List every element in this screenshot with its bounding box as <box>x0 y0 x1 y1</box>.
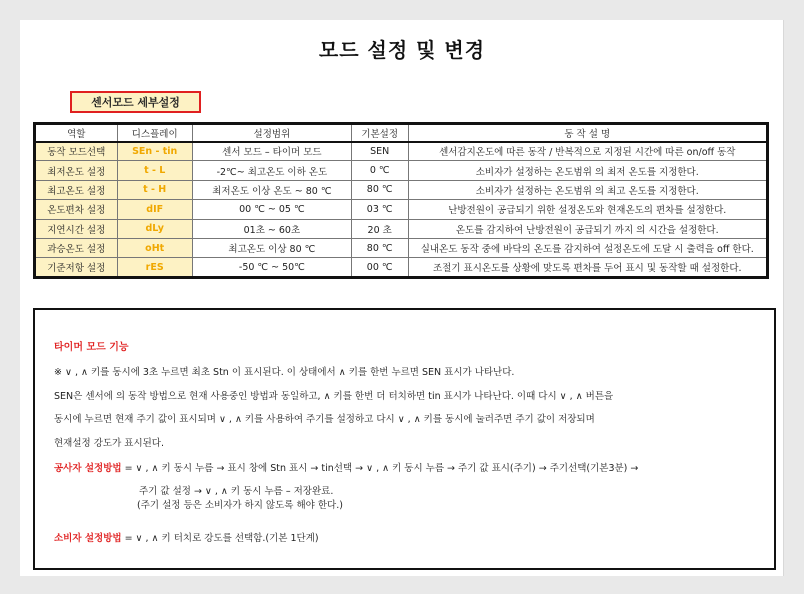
installer-method-continuation: 주기 값 설정 → ∨ , ∧ 키 동시 누름 – 저장완료. <box>139 486 334 497</box>
consumer-method-line <box>54 530 319 544</box>
timer-paragraph-3: 동시에 누르면 현재 주기 값이 표시되며 ∨ , ∧ 키를 사용하여 주기를 설정하고 다시 ∨ , ∧ 키를 동시에 눌러주면 주기 값이 저장되며 <box>54 414 595 425</box>
cell-description: 난방전원이 공급되기 위한 설정온도와 현재온도의 편차를 설정한다. <box>408 200 768 219</box>
installer-method-text: = ∨ , ∧ 키 동시 누름 → 표시 창에 Stn 표시 → tin선택 → ∨ , ∧ 키 동시 누름 → 주기 값 표시(주기) → 주기선택(기본3분) → <box>121 463 639 474</box>
installer-method-note: (주기 설정 등은 소비자가 하지 않도록 해야 한다.) <box>137 500 343 511</box>
table-row <box>35 180 768 199</box>
cell-role: 동작 모드선택 <box>35 142 118 161</box>
page-title: 모드 설정 및 변경 <box>318 38 486 62</box>
cell-description: 온도를 감지하여 난방전원이 공급되기 까지 의 시간을 설정한다. <box>408 219 768 238</box>
cell-role: 온도편차 설정 <box>35 200 118 219</box>
cell-range: 센서 모드 – 타이머 모드 <box>192 142 351 161</box>
cell-range: -2℃~ 최고온도 이하 온도 <box>192 161 351 180</box>
cell-role: 지연시간 설정 <box>35 219 118 238</box>
header-role: 역할 <box>35 124 118 142</box>
cell-default: 0 ℃ <box>351 161 408 180</box>
installer-method-line <box>54 460 638 474</box>
cell-default: 20 초 <box>351 219 408 238</box>
table-row <box>35 161 768 180</box>
header-default: 기본설정 <box>351 124 408 142</box>
cell-role: 과승온도 설정 <box>35 238 118 257</box>
header-display: 디스플레이 <box>117 124 192 142</box>
timer-mode-title: 타이머 모드 기능 <box>54 342 129 353</box>
cell-display: dLy <box>117 219 192 238</box>
cell-description: 실내온도 동작 중에 바닥의 온도를 감지하여 설정온도에 도달 시 출력을 off 한다. <box>408 238 768 257</box>
cell-default: 80 ℃ <box>351 238 408 257</box>
cell-display: rES <box>117 258 192 277</box>
cell-display: t - H <box>117 180 192 199</box>
table-row <box>35 238 768 257</box>
cell-description: 조절기 표시온도를 상황에 맞도록 편차를 두어 표시 및 동작할 때 설정한다. <box>408 258 768 277</box>
page <box>20 20 784 576</box>
section-label: 센서모드 세부설정 <box>70 91 201 113</box>
cell-range: 01초 ~ 60초 <box>192 219 351 238</box>
consumer-method-text: = ∨ , ∧ 키 터치로 강도를 선택함.(기본 1단계) <box>121 533 319 544</box>
table-row <box>35 200 768 219</box>
header-range: 설정범위 <box>192 124 351 142</box>
cell-role: 최고온도 설정 <box>35 180 118 199</box>
cell-display: SEn - tin <box>117 142 192 161</box>
cell-description: 센서감지온도에 따른 동작 / 반복적으로 지정된 시간에 따른 on/off 동작 <box>408 142 768 161</box>
cell-role: 최저온도 설정 <box>35 161 118 180</box>
table-row <box>35 219 768 238</box>
timer-paragraph-1: ※ ∨ , ∧ 키를 동시에 3초 누르면 최초 Stn 이 표시된다. 이 상태에서 ∧ 키를 한번 누르면 SEN 표시가 나타난다. <box>54 367 515 378</box>
cell-display: t - L <box>117 161 192 180</box>
cell-default: 80 ℃ <box>351 180 408 199</box>
cell-role: 기준저항 설정 <box>35 258 118 277</box>
table-header-row <box>35 124 768 142</box>
cell-display: dIF <box>117 200 192 219</box>
timer-paragraph-2: SEN은 센서에 의 동작 방법으로 현재 사용중인 방법과 동일하고, ∧ 키를 한번 더 터치하면 tin 표시가 나타난다. 이때 다시 ∨ , ∧ 버튼을 <box>54 391 614 402</box>
cell-range: -50 ℃ ~ 50℃ <box>192 258 351 277</box>
cell-description: 소비자가 설정하는 온도범위 의 최고 온도를 지정한다. <box>408 180 768 199</box>
installer-method-label: 공사자 설정방법 <box>54 463 122 474</box>
cell-default: SEN <box>351 142 408 161</box>
cell-range: 최고온도 이상 80 ℃ <box>192 238 351 257</box>
consumer-method-label: 소비자 설정방법 <box>54 533 122 544</box>
cell-display: oHt <box>117 238 192 257</box>
table-row <box>35 142 768 161</box>
cell-default: 03 ℃ <box>351 200 408 219</box>
timer-mode-box <box>33 308 776 570</box>
cell-description: 소비자가 설정하는 온도범위 의 최저 온도를 지정한다. <box>408 161 768 180</box>
cell-range: 최저온도 이상 온도 ~ 80 ℃ <box>192 180 351 199</box>
mode-settings-table <box>33 122 769 279</box>
table-row <box>35 258 768 277</box>
header-description: 동 작 설 명 <box>408 124 768 142</box>
cell-range: 00 ℃ ~ 05 ℃ <box>192 200 351 219</box>
cell-default: 00 ℃ <box>351 258 408 277</box>
timer-paragraph-4: 현재설정 강도가 표시된다. <box>54 438 165 449</box>
